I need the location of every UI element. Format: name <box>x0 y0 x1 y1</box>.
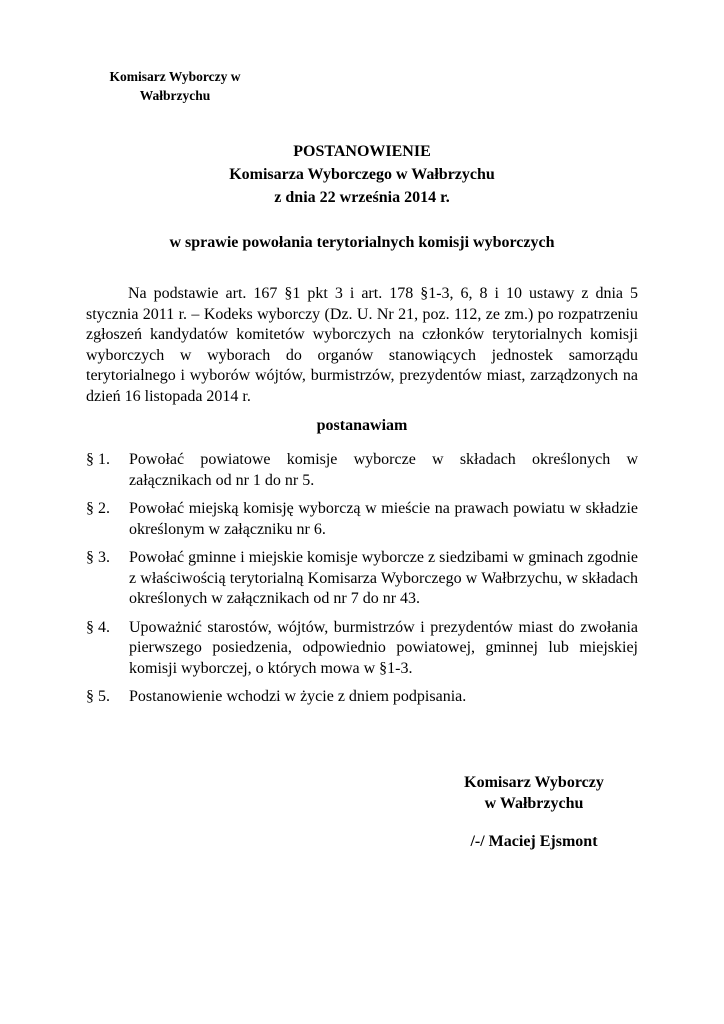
signer-name: /-/ Maciej Ejsmont <box>470 833 598 850</box>
section-text: Powołać gminne i miejskie komisje wyborcze z siedzibami w gminach zgodnie z właściwością terytorialną Komisarza Wyborczego w Wałbrzychu, w składach określonych w załącznikach od nr 7 do nr 43. <box>129 549 638 607</box>
issuer-header <box>95 67 255 105</box>
document-title: POSTANOWIENIE <box>293 143 431 160</box>
document-subject: w sprawie powołania terytorialnych komisji wyborczych <box>169 234 555 251</box>
issuer-line-2: Wałbrzychu <box>139 88 211 103</box>
section-text: Upoważnić starostów, wójtów, burmistrzów i prezydentów miast do zwołania pierwszego posiedzenia, odpowiednio powiatowej, gminnej lub miejskiej komisji wyborczej, o których mowa w §1-3. <box>129 618 638 677</box>
section-number: § 5. <box>86 688 110 705</box>
section-item <box>86 618 638 680</box>
document-date: z dnia 22 września 2014 r. <box>274 189 450 206</box>
document-authority: Komisarza Wyborczego w Wałbrzychu <box>229 166 495 183</box>
section-item <box>86 450 638 491</box>
section-number: § 3. <box>86 549 110 566</box>
section-text: Powołać powiatowe komisje wyborcze w składach określonych w załącznikach od nr 1 do nr 5. <box>129 451 638 489</box>
signature-block <box>444 772 624 814</box>
section-number: § 4. <box>86 618 110 636</box>
section-item <box>86 548 638 610</box>
section-item <box>86 499 638 540</box>
document-heading <box>0 140 724 209</box>
signature-place: w Wałbrzychu <box>484 795 584 812</box>
sections-list <box>86 450 638 716</box>
section-text: Powołać miejską komisję wyborczą w mieście na prawach powiatu w składzie określonym w załączniku nr 6. <box>129 500 638 538</box>
legal-basis-paragraph: Na podstawie art. 167 §1 pkt 3 i art. 178 §1-3, 6, 8 i 10 ustawy z dnia 5 stycznia 2011 r. – Kodeks wyborczy (Dz. U. Nr 21, poz. 112, ze zm.) po rozpatrzeniu zgłoszeń kandydatów komitetów wyborczych na członków terytorialnych komisji wyborczych w wyborach do organów stanowiących jednostek samorządu terytorialnego i wyborów wójtów, burmistrzów, prezydentów miast, zarządzonych na dzień 16 listopada 2014 r. <box>86 285 638 405</box>
signature-role: Komisarz Wyborczy <box>464 774 604 791</box>
section-text: Postanowienie wchodzi w życie z dniem podpisania. <box>129 688 467 705</box>
decision-word: postanawiam <box>316 417 408 434</box>
section-number: § 2. <box>86 500 110 517</box>
issuer-line-1: Komisarz Wyborczy w <box>109 69 241 84</box>
section-number: § 1. <box>86 451 110 468</box>
section-item <box>86 687 638 708</box>
